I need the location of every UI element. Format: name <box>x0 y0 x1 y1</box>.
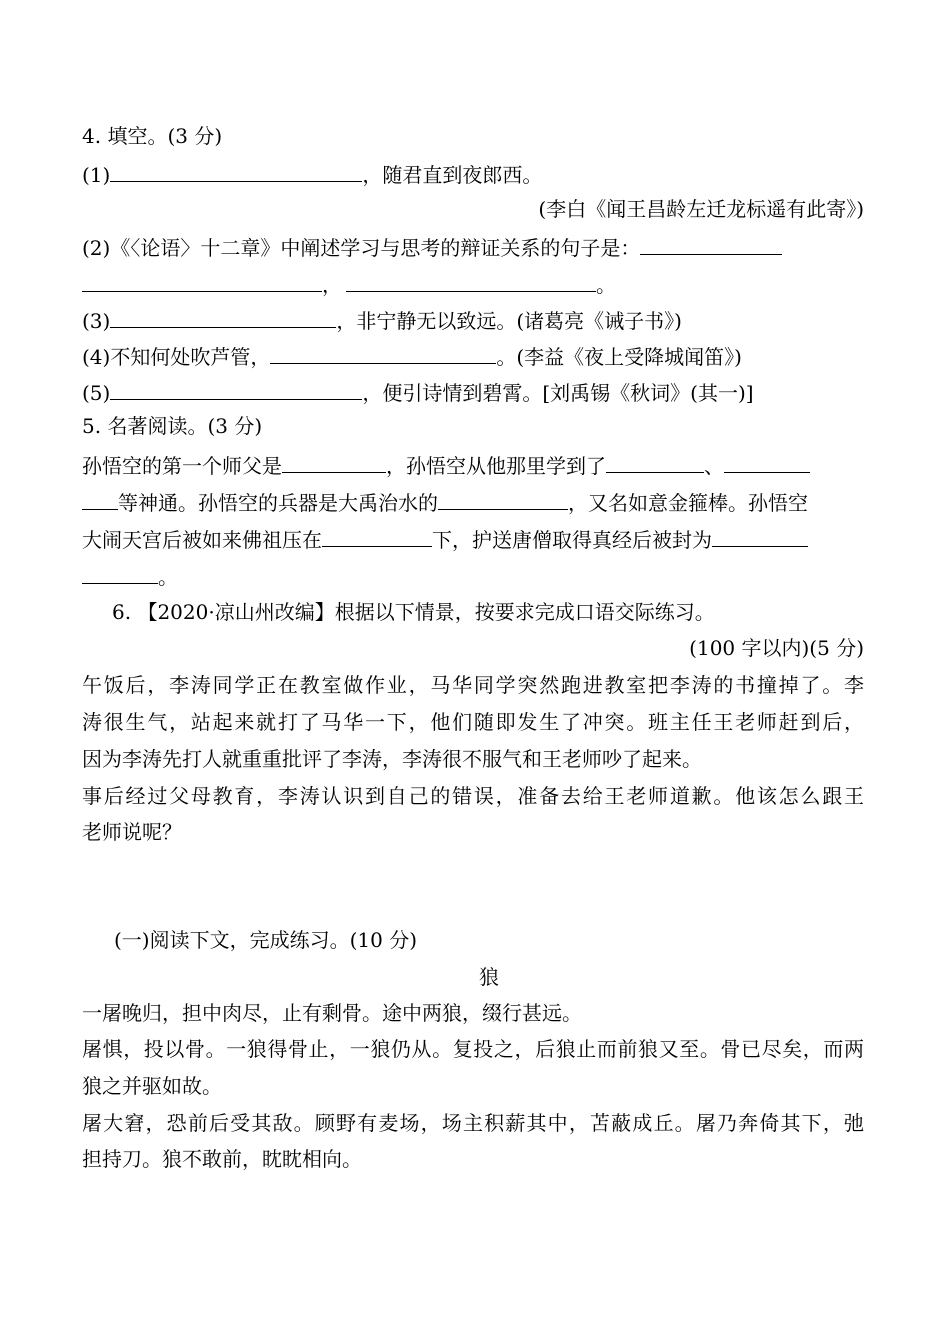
q5-text: 大闹天宫后被如来佛祖压在 <box>82 528 322 552</box>
q5-line2 <box>82 483 864 521</box>
reading-text: 屠惧，投以骨。一狼得骨止，一狼仍从。复投之，后狼止而前狼又至。骨已尽矣，而两 <box>82 1037 864 1061</box>
q4-item2-cont <box>82 265 864 303</box>
q4-item5 <box>82 373 864 411</box>
q4-item1-number: (1) <box>82 163 111 187</box>
q6-text: 涛很生气，站起来就打了马华一下，他们随即发生了冲突。班主任王老师赶到后， <box>82 710 864 734</box>
q4-heading <box>82 118 864 154</box>
q4-item5-text: ，便引诗情到碧霄。[刘禹锡《秋词》(其一)] <box>362 381 754 405</box>
q4-item4 <box>82 337 864 375</box>
q6-para2-line1 <box>82 778 864 814</box>
q5-line3 <box>82 520 864 558</box>
answer-blank[interactable] <box>270 337 496 364</box>
reading-para2-line2 <box>82 1068 864 1104</box>
q6-text: 事后经过父母教育，李涛认识到自己的错误，准备去给王老师道歉。他该怎么跟王 <box>82 784 864 808</box>
answer-blank[interactable] <box>82 557 158 584</box>
reading-text: 屠大窘，恐前后受其敌。顾野有麦场，场主积薪其中，苫蔽成丘。屠乃奔倚其下，弛 <box>82 1111 864 1135</box>
q5-heading <box>82 408 864 444</box>
q5-text: 等神通。孙悟空的兵器是大禹治水的 <box>118 491 438 515</box>
answer-blank[interactable] <box>110 301 336 328</box>
q4-item1-text: ，随君直到夜郎西。 <box>362 163 543 187</box>
answer-blank[interactable] <box>346 265 596 292</box>
q5-text: ，又名如意金箍棒。孙悟空 <box>568 491 808 515</box>
q6-text: 午饭后，李涛同学正在教室做作业，马华同学突然跑进教室把李涛的书撞掉了。李 <box>82 673 864 697</box>
answer-blank[interactable] <box>438 483 568 510</box>
q6-para1-line2 <box>82 704 864 740</box>
reading-text: 狼之并驱如故。 <box>82 1074 222 1098</box>
q5-text: ，孙悟空从他那里学到了 <box>386 454 606 478</box>
answer-blank[interactable] <box>282 446 386 473</box>
q4-item1-source <box>82 191 864 227</box>
q4-item4-end: 。(李益《夜上受降城闻笛》) <box>496 345 742 369</box>
q4-item3-number: (3) <box>82 309 111 333</box>
answer-blank[interactable] <box>606 446 704 473</box>
answer-blank[interactable] <box>110 155 362 182</box>
q4-item2-period: 。 <box>596 273 616 297</box>
q4-item2-comma: ， <box>322 273 342 297</box>
q4-item4-text: (4)不知何处吹芦管， <box>82 345 271 369</box>
q4-item3-text: ，非宁静无以致远。(诸葛亮《诫子书》) <box>336 309 682 333</box>
q4-item5-number: (5) <box>82 381 111 405</box>
answer-blank[interactable] <box>322 520 432 547</box>
q5-line4 <box>82 557 864 595</box>
q6-text: 老师说呢？ <box>82 820 182 844</box>
q4-item2-text: (2)《〈论语〉十二章》中阐述学习与思考的辩证关系的句子是： <box>82 236 641 260</box>
answer-blank[interactable] <box>640 228 782 255</box>
reading-text: 一屠晚归，担中肉尽，止有剩骨。途中两狼，缀行甚远。 <box>82 1001 582 1025</box>
answer-blank[interactable] <box>712 520 808 547</box>
answer-blank[interactable] <box>82 265 322 292</box>
q4-item1 <box>82 155 864 193</box>
q6-note <box>82 630 864 666</box>
q4-item1-source-text: (李白《闻王昌龄左迁龙标遥有此寄》) <box>538 197 864 221</box>
reading-para3-line1 <box>82 1105 864 1141</box>
reading-title <box>0 959 950 995</box>
q6-para2-line2 <box>82 814 864 850</box>
reading-para2-line1 <box>82 1031 864 1067</box>
q4-item3 <box>82 301 864 339</box>
q6-heading-text: 6. 【2020·凉山州改编】根据以下情景，按要求完成口语交际练习。 <box>112 600 715 624</box>
answer-blank[interactable] <box>82 483 118 510</box>
reading-para3-line2 <box>82 1141 864 1177</box>
q6-para1-line1 <box>82 667 864 703</box>
reading-text: 担持刀。狼不敢前，眈眈相向。 <box>82 1147 362 1171</box>
q5-text: 孙悟空的第一个师父是 <box>82 454 282 478</box>
reading-heading <box>114 922 864 958</box>
q6-heading <box>112 594 864 630</box>
q4-heading-text: 4. 填空。(3 分) <box>82 124 223 148</box>
q6-note-text: (100 字以内)(5 分) <box>689 636 864 660</box>
reading-para1 <box>82 995 864 1031</box>
q6-text: 因为李涛先打人就重重批评了李涛，李涛很不服气和王老师吵了起来。 <box>82 747 702 771</box>
q5-text: 、 <box>704 454 724 478</box>
q5-text: 下，护送唐僧取得真经后被封为 <box>432 528 712 552</box>
q5-text: 。 <box>158 565 178 589</box>
q5-heading-text: 5. 名著阅读。(3 分) <box>82 414 263 438</box>
reading-heading-text: (一)阅读下文，完成练习。(10 分) <box>114 928 418 952</box>
q4-item2 <box>82 228 864 266</box>
reading-title-text: 狼 <box>479 965 499 989</box>
answer-blank[interactable] <box>724 446 810 473</box>
answer-blank[interactable] <box>110 373 362 400</box>
q6-para1-line3 <box>82 741 864 777</box>
q5-line1 <box>82 446 864 484</box>
